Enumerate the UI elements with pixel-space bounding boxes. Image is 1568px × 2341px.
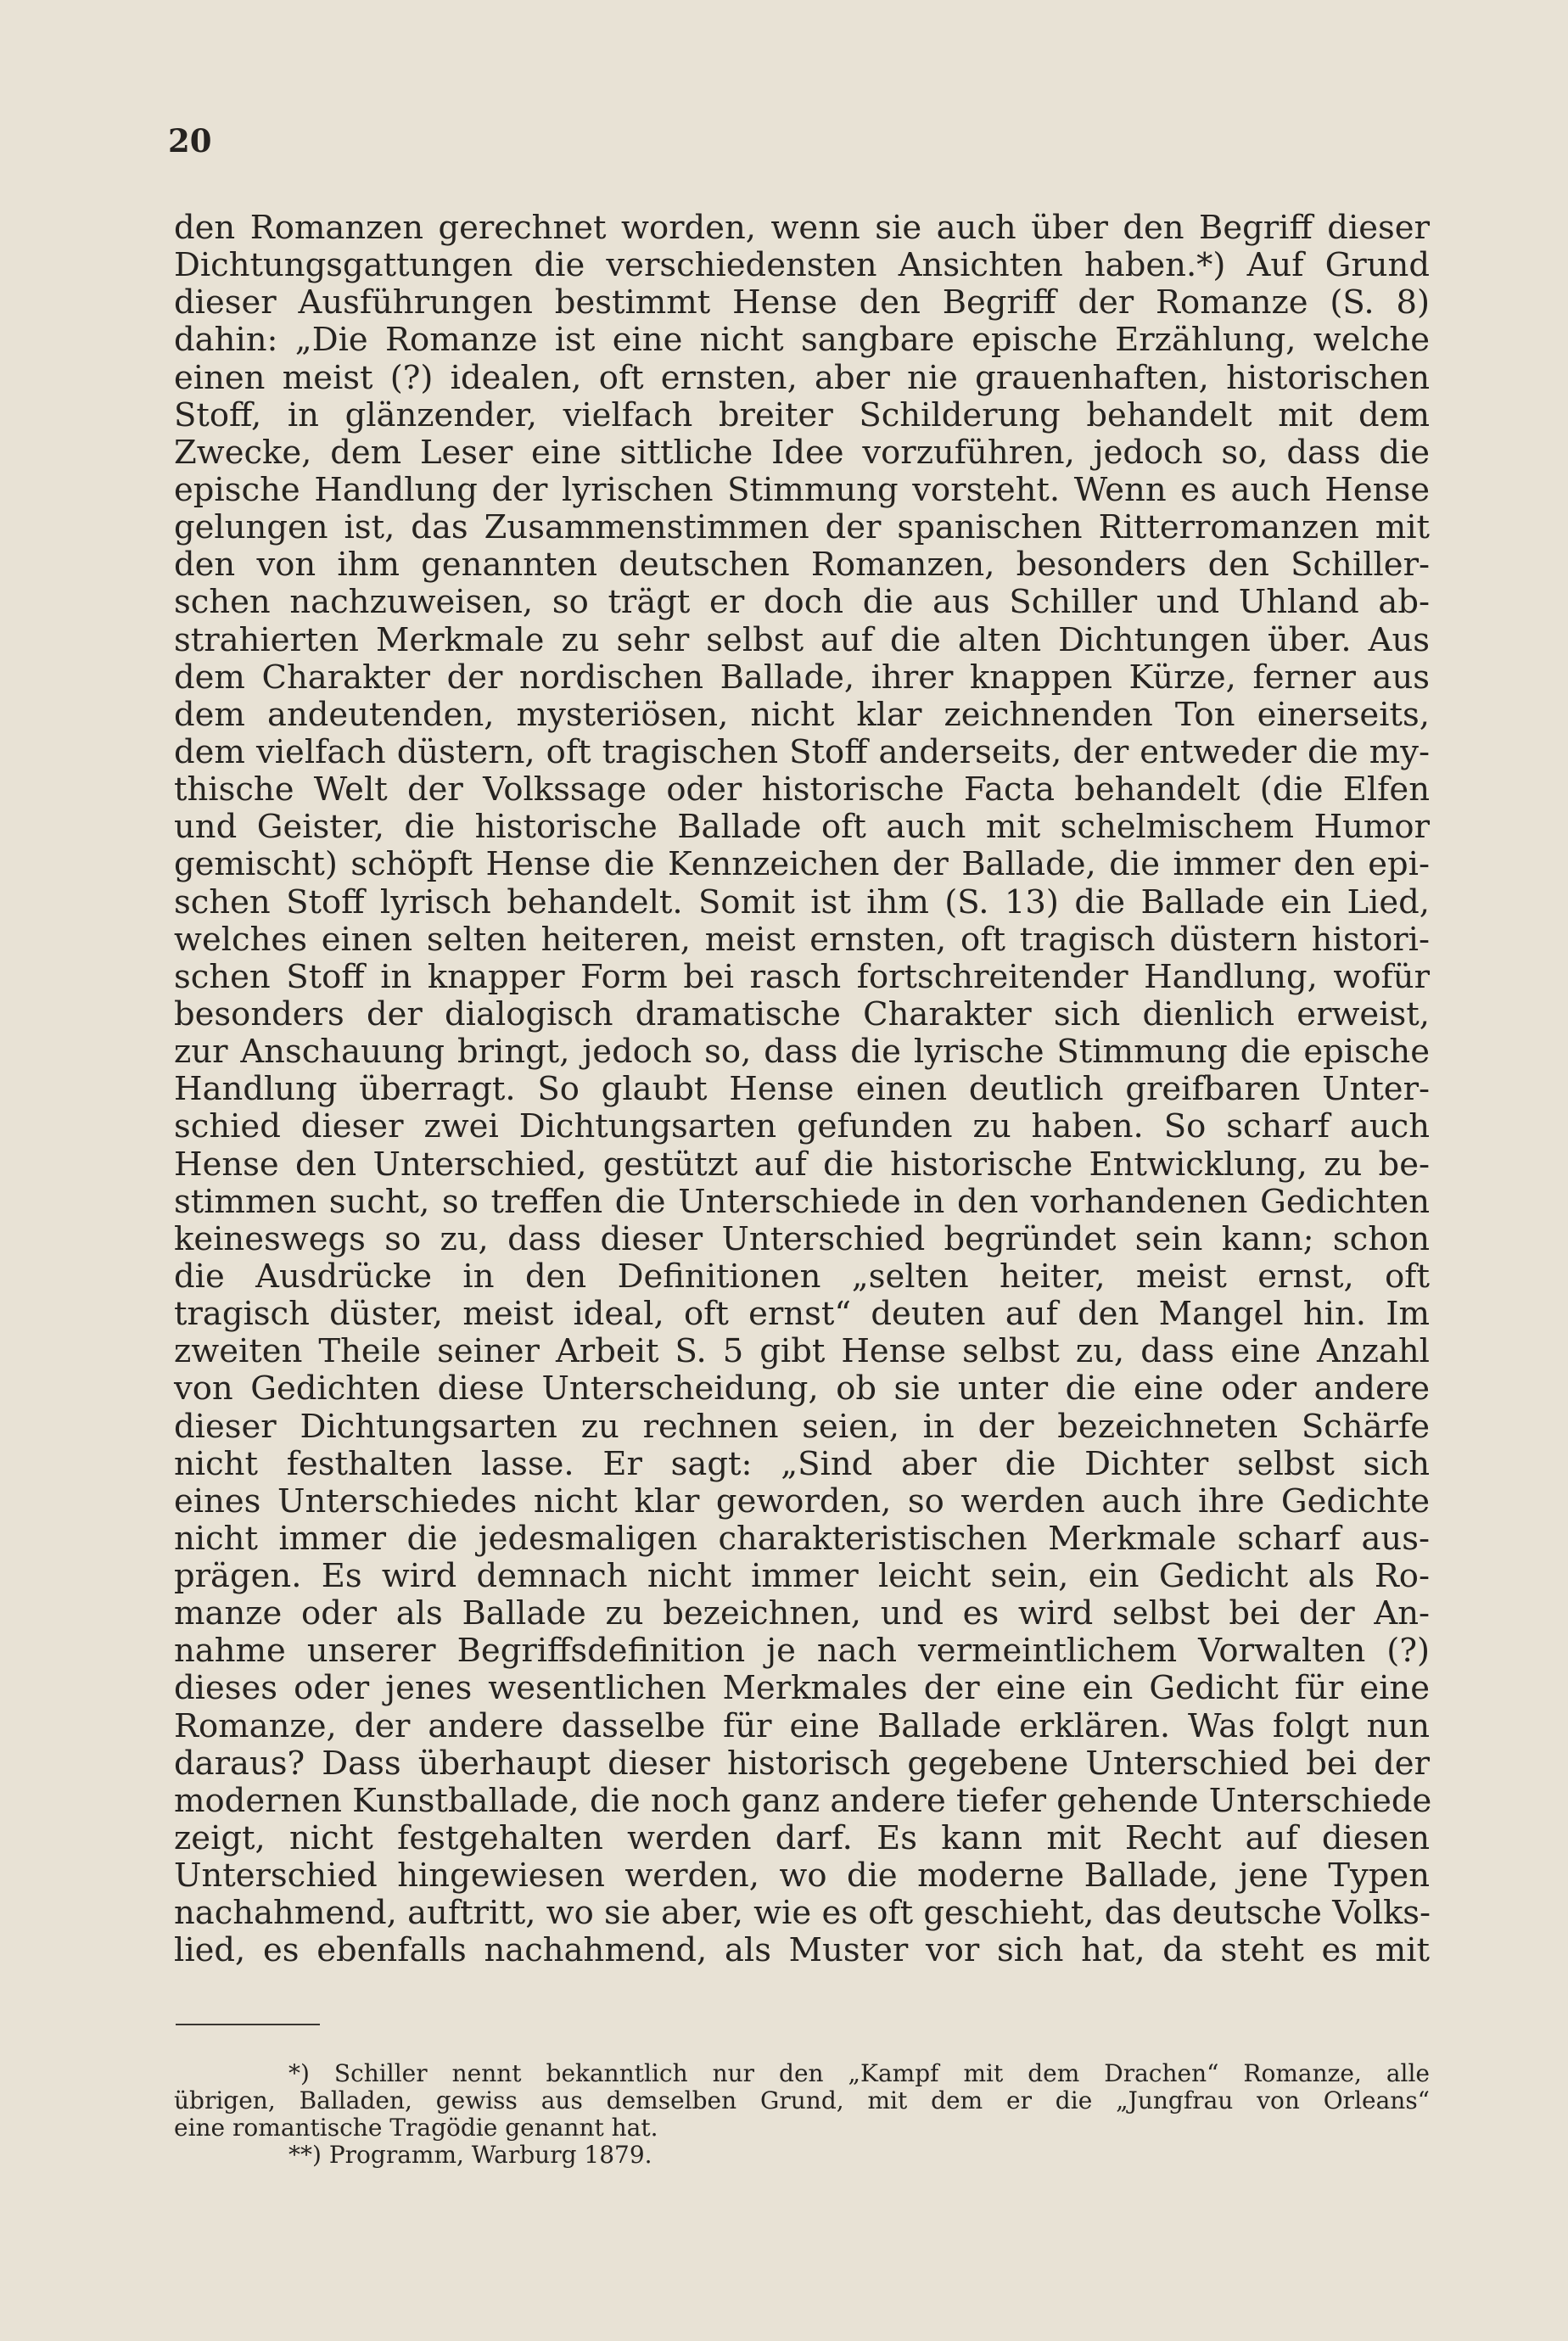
text-line: nicht immer die jedesmaligen charakteristischen Merkmale scharf aus- [174, 1519, 1430, 1558]
text-line: zeigt, nicht festgehalten werden darf. Es kann mit Recht auf diesen [174, 1819, 1430, 1858]
footnote-line: *) Schiller nennt bekanntlich nur den „Kampf mit dem Drachen“ Romanze, alle [288, 2059, 1430, 2087]
text-line: dem vielfach düstern, oft tragischen Stoff anderseits, der entweder die my- [174, 732, 1430, 771]
text-line: nicht festhalten lasse. Er sagt: „Sind aber die Dichter selbst sich [174, 1444, 1430, 1483]
text-line: daraus? Dass überhaupt dieser historisch gegebene Unterschied bei der [174, 1744, 1430, 1783]
text-line: zur Anschauung bringt, jedoch so, dass die lyrische Stimmung die epische [174, 1033, 1430, 1072]
text-line: und Geister, die historische Ballade oft auch mit schelmischem Humor [174, 808, 1430, 847]
text-line: die Ausdrücke in den Definitionen „selten heiter, meist ernst, oft [174, 1257, 1430, 1296]
text-line: Hense den Unterschied, gestützt auf die historische Entwicklung, zu be- [174, 1145, 1430, 1184]
text-line: den Romanzen gerechnet worden, wenn sie auch über den Begriff dieser [174, 209, 1430, 247]
text-line: den von ihm genannten deutschen Romanzen, besonders den Schiller- [174, 546, 1430, 585]
text-line: Zwecke, dem Leser eine sittliche Idee vorzuführen, jedoch so, dass die [174, 433, 1430, 472]
text-line: Stoff, in glänzender, vielfach breiter Schilderung behandelt mit dem [174, 395, 1430, 434]
text-line: gelungen ist, das Zusammenstimmen der spanischen Ritterromanzen mit [174, 508, 1430, 547]
text-line: dem Charakter der nordischen Ballade, ihrer knappen Kürze, ferner aus [174, 658, 1430, 697]
text-line: Handlung überragt. So glaubt Hense einen deutlich greifbaren Unter- [174, 1070, 1430, 1109]
text-line: keineswegs so zu, dass dieser Unterschied begründet sein kann; schon [174, 1219, 1430, 1258]
text-line: stimmen sucht, so treffen die Unterschiede in den vorhandenen Gedichten [174, 1182, 1430, 1221]
text-line: schen nachzuweisen, so trägt er doch die aus Schiller und Uhland ab- [174, 583, 1430, 622]
text-line: dieser Ausführungen bestimmt Hense den Begriff der Romanze (S. 8) [174, 283, 1430, 322]
text-line: dem andeutenden, mysteriösen, nicht klar zeichnenden Ton einerseits, [174, 695, 1430, 734]
text-line: von Gedichten diese Unterscheidung, ob sie unter die eine oder andere [174, 1369, 1430, 1409]
page-number: 20 [168, 122, 212, 160]
text-line: nahme unserer Begriffsdefinition je nach vermeintlichem Vorwalten (?) [174, 1632, 1430, 1671]
body-text [174, 210, 1430, 1970]
text-line: Romanze, der andere dasselbe für eine Ballade erklären. Was folgt nun [174, 1706, 1430, 1745]
text-line: dieses oder jenes wesentlichen Merkmales der eine ein Gedicht für eine [174, 1669, 1430, 1708]
text-line: tragisch düster, meist ideal, oft ernst“ deuten auf den Mangel hin. Im [174, 1295, 1430, 1334]
text-line: manze oder als Ballade zu bezeichnen, und es wird selbst bei der An- [174, 1594, 1430, 1633]
footnote-line: **) Programm, Warburg 1879. [288, 2141, 652, 2169]
text-line: nachahmend, auftritt, wo sie aber, wie es oft geschieht, das deutsche Volks- [174, 1894, 1431, 1933]
text-line: schen Stoff in knapper Form bei rasch fortschreitender Handlung, wofür [174, 957, 1430, 996]
text-line: schen Stoff lyrisch behandelt. Somit ist ihm (S. 13) die Ballade ein Lied, [174, 882, 1430, 921]
text-line: dahin: „Die Romanze ist eine nicht sangbare epische Erzählung, welche [174, 321, 1430, 360]
text-line: einen meist (?) idealen, oft ernsten, aber nie grauenhaften, historischen [174, 358, 1430, 397]
footnote-divider [176, 2024, 320, 2025]
text-line: gemischt) schöpft Hense die Kennzeichen der Ballade, die immer den epi- [174, 845, 1430, 884]
text-line: strahierten Merkmale zu sehr selbst auf die alten Dichtungen über. Aus [174, 620, 1430, 659]
footnote-line: übrigen, Balladen, gewiss aus demselben Grund, mit dem er die „Jungfrau von Orleans“ [174, 2086, 1430, 2114]
text-line: schied dieser zwei Dichtungsarten gefunden zu haben. So scharf auch [174, 1107, 1430, 1146]
text-line: prägen. Es wird demnach nicht immer leicht sein, ein Gedicht als Ro- [174, 1557, 1430, 1596]
footnotes [174, 2060, 1430, 2169]
text-line: zweiten Theile seiner Arbeit S. 5 gibt Hense selbst zu, dass eine Anzahl [174, 1332, 1430, 1371]
text-line: Unterschied hingewiesen werden, wo die moderne Ballade, jene Typen [174, 1857, 1430, 1896]
text-line: thische Welt der Volkssage oder historische Facta behandelt (die Elfen [174, 770, 1430, 809]
text-line: dieser Dichtungsarten zu rechnen seien, in der bezeichneten Schärfe [174, 1407, 1430, 1446]
text-line: modernen Kunstballade, die noch ganz andere tiefer gehende Unterschiede [174, 1781, 1432, 1820]
footnote-line: eine romantische Tragödie genannt hat. [174, 2114, 658, 2142]
text-line: epische Handlung der lyrischen Stimmung vorsteht. Wenn es auch Hense [174, 470, 1430, 509]
text-line: besonders der dialogisch dramatische Charakter sich dienlich erweist, [174, 994, 1430, 1033]
text-line: lied, es ebenfalls nachahmend, als Muster vor sich hat, da steht es mit [174, 1931, 1430, 1970]
text-line: eines Unterschiedes nicht klar geworden, so werden auch ihre Gedichte [174, 1481, 1430, 1521]
text-line: welches einen selten heiteren, meist ernsten, oft tragisch düstern histori- [174, 920, 1430, 959]
text-line: Dichtungsgattungen die verschiedensten Ansichten haben.*) Auf Grund [174, 246, 1430, 285]
